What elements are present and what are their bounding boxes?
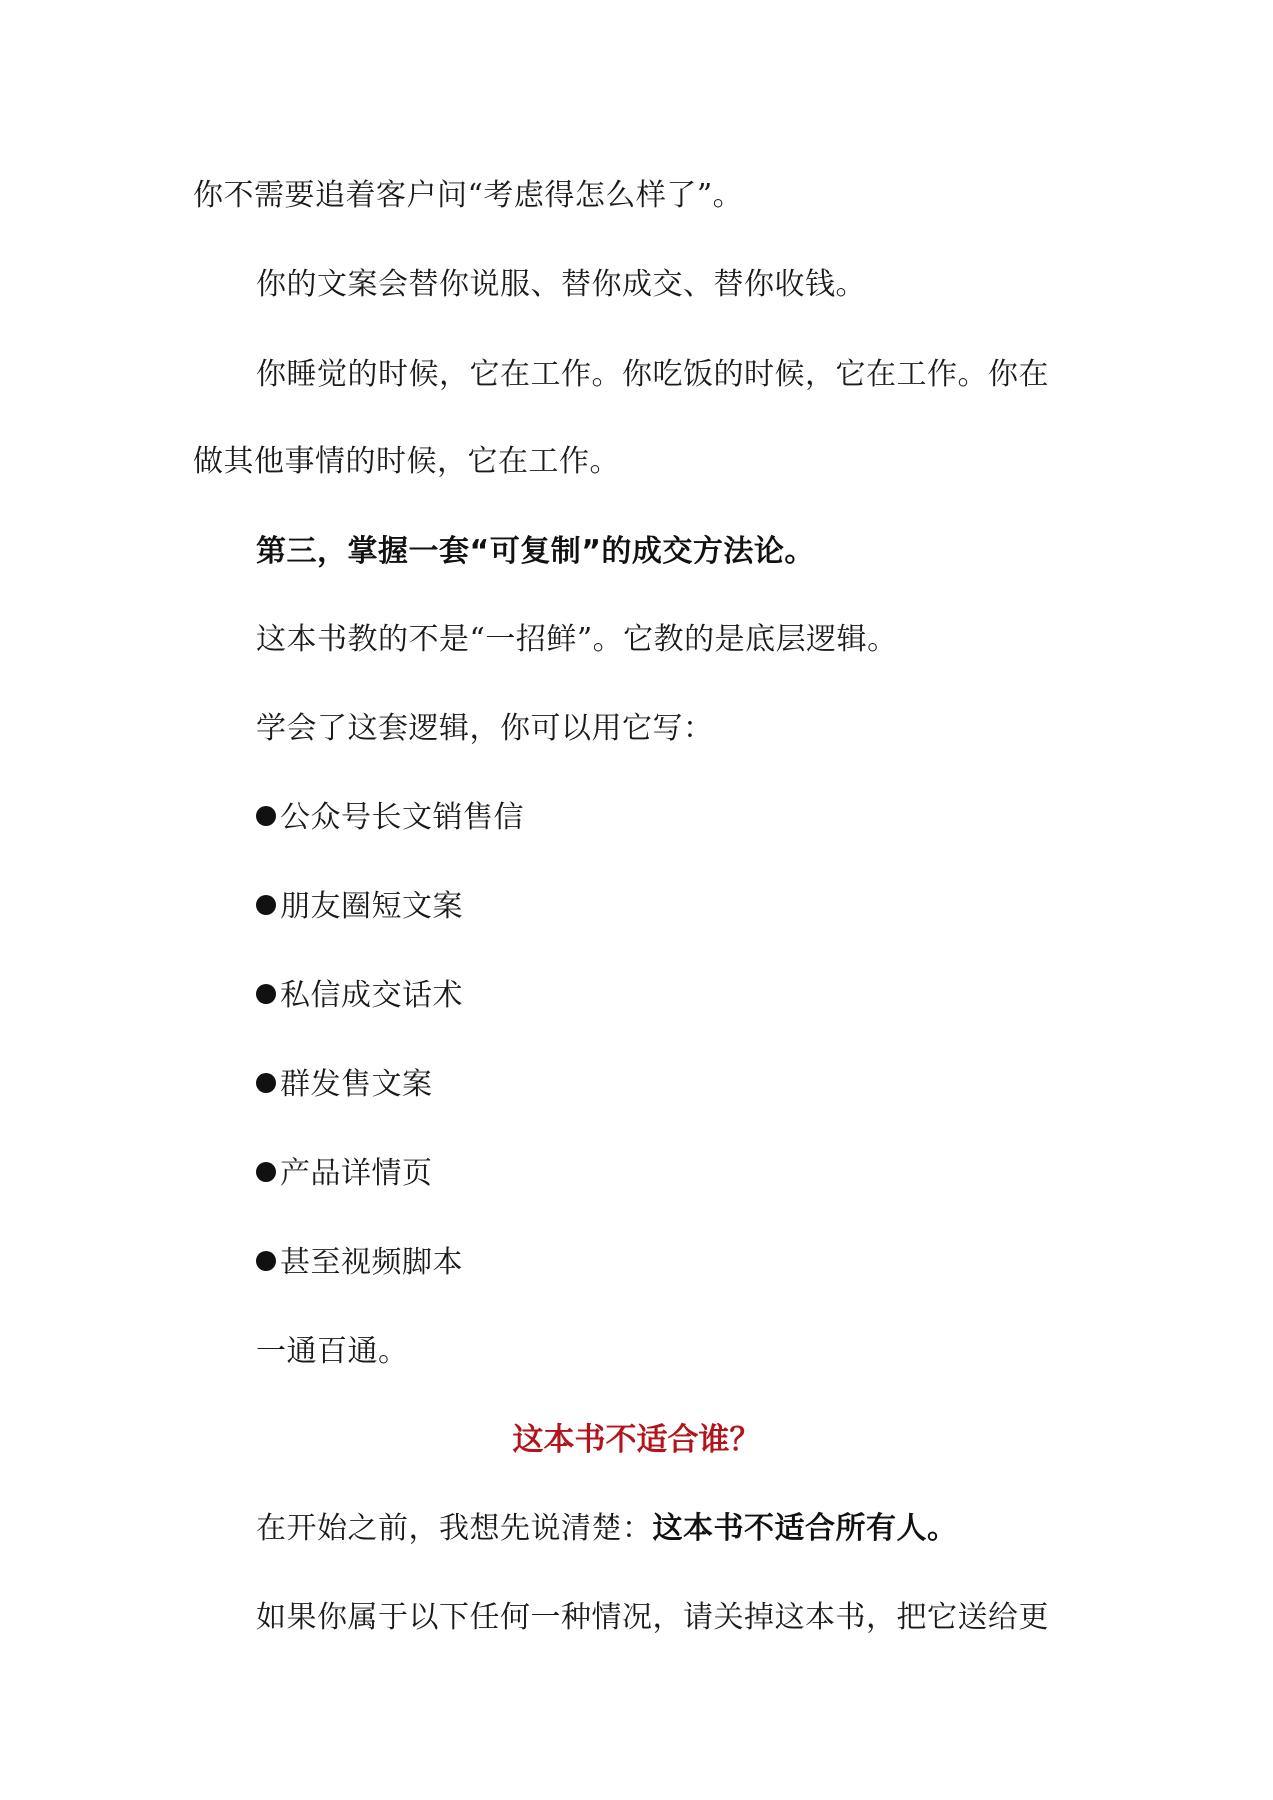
paragraph: 你的文案会替你说服、替你成交、替你收钱。	[256, 267, 866, 302]
bullet-item	[256, 1154, 433, 1194]
bullet-item	[256, 887, 463, 927]
point-heading: 第三，掌握一套“可复制”的成交方法论。	[256, 534, 815, 569]
bullet-icon	[256, 1073, 276, 1093]
bullet-text: 朋友圈短文案	[280, 889, 463, 924]
paragraph: 这本书教的不是“一招鲜”。它教的是底层逻辑。	[256, 622, 898, 657]
bullet-text: 甚至视频脚本	[280, 1245, 463, 1280]
bullet-icon	[256, 1251, 276, 1271]
bullet-item	[256, 798, 524, 838]
bullet-text: 产品详情页	[280, 1156, 433, 1191]
bullet-item	[256, 1243, 463, 1283]
bullet-item	[256, 976, 463, 1016]
bullet-icon	[256, 895, 276, 915]
bullet-text: 群发售文案	[280, 1067, 433, 1102]
paragraph-text: 在开始之前，我想先说清楚：	[256, 1511, 653, 1546]
bullet-icon	[256, 1162, 276, 1182]
bullet-item	[256, 1065, 433, 1105]
bullet-icon	[256, 984, 276, 1004]
bullet-text: 公众号长文销售信	[280, 800, 524, 835]
paragraph: 你不需要追着客户问“考虑得怎么样了”。	[193, 178, 744, 213]
paragraph: 学会了这套逻辑，你可以用它写：	[256, 711, 714, 746]
paragraph: 如果你属于以下任何一种情况，请关掉这本书，把它送给更	[256, 1600, 1049, 1635]
section-heading: 这本书不适合谁？	[512, 1422, 761, 1458]
bullet-icon	[256, 806, 276, 826]
paragraph: 一通百通。	[256, 1334, 409, 1369]
paragraph: 做其他事情的时候，它在工作。	[193, 444, 620, 479]
paragraph	[256, 1509, 958, 1549]
paragraph: 你睡觉的时候，它在工作。你吃饭的时候，它在工作。你在	[256, 357, 1049, 392]
bullet-text: 私信成交话术	[280, 978, 463, 1013]
emphasis-text: 这本书不适合所有人。	[652, 1511, 958, 1546]
